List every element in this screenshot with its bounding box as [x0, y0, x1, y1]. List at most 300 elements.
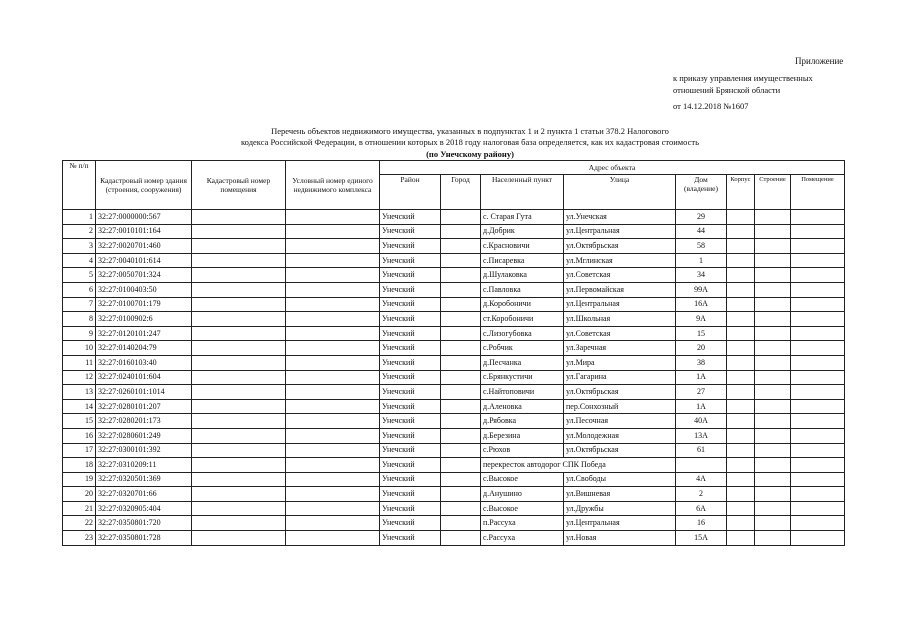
address-city	[441, 297, 481, 312]
address-house: 2	[676, 487, 727, 502]
order-date: от 14.12.2018 №1607	[673, 101, 749, 111]
building-cadastral-number: 32:27:0280101:207	[96, 399, 192, 414]
address-street: ул.Первомайская	[564, 282, 676, 297]
room-cadastral-number	[192, 268, 286, 283]
address-house: 40А	[676, 414, 727, 429]
building-cadastral-number: 32:27:0280201:173	[96, 414, 192, 429]
table-row	[63, 472, 845, 487]
room-cadastral-number	[192, 210, 286, 225]
address-structure	[755, 224, 791, 239]
address-block	[727, 531, 755, 546]
address-house: 16А	[676, 297, 727, 312]
address-district: Унечский	[380, 326, 441, 341]
table-row	[63, 282, 845, 297]
address-structure	[755, 253, 791, 268]
address-district: Унечский	[380, 268, 441, 283]
address-settlement: с.Писаревка	[481, 253, 564, 268]
address-house: 6А	[676, 501, 727, 516]
row-number: 22	[63, 516, 96, 531]
table-row	[63, 428, 845, 443]
address-structure	[755, 326, 791, 341]
row-number: 2	[63, 224, 96, 239]
address-block	[727, 253, 755, 268]
table-row	[63, 253, 845, 268]
complex-number	[286, 472, 380, 487]
table-row	[63, 341, 845, 356]
address-premises	[791, 312, 845, 327]
address-block	[727, 268, 755, 283]
address-city	[441, 239, 481, 254]
col-header-city: Город	[441, 175, 481, 210]
address-premises	[791, 326, 845, 341]
address-premises	[791, 239, 845, 254]
address-structure	[755, 297, 791, 312]
appendix-title: Приложение	[795, 56, 844, 66]
complex-number	[286, 355, 380, 370]
address-city	[441, 355, 481, 370]
address-district: Унечский	[380, 458, 441, 473]
address-street: ул.Заречная	[564, 341, 676, 356]
room-cadastral-number	[192, 239, 286, 254]
address-street: ул.Мира	[564, 355, 676, 370]
address-premises	[791, 414, 845, 429]
address-structure	[755, 355, 791, 370]
address-house: 29	[676, 210, 727, 225]
address-structure	[755, 341, 791, 356]
table-row	[63, 501, 845, 516]
address-settlement: д.Добрик	[481, 224, 564, 239]
address-street: ул.Дружбы	[564, 501, 676, 516]
address-premises	[791, 297, 845, 312]
address-house: 1	[676, 253, 727, 268]
address-city	[441, 516, 481, 531]
address-settlement: с.Брянкустичи	[481, 370, 564, 385]
room-cadastral-number	[192, 501, 286, 516]
address-structure	[755, 399, 791, 414]
address-house: 15	[676, 326, 727, 341]
complex-number	[286, 399, 380, 414]
address-street: пер.Сонхозный	[564, 399, 676, 414]
building-cadastral-number: 32:27:0160103:40	[96, 355, 192, 370]
address-street: ул.Центральная	[564, 516, 676, 531]
col-header-building-cadastral: Кадастровый номер здания (строения, сооружения)	[96, 161, 192, 210]
table-row	[63, 516, 845, 531]
room-cadastral-number	[192, 487, 286, 502]
table-row	[63, 326, 845, 341]
address-street: ул.Песочная	[564, 414, 676, 429]
building-cadastral-number: 32:27:0300101:392	[96, 443, 192, 458]
room-cadastral-number	[192, 282, 286, 297]
address-premises	[791, 224, 845, 239]
address-premises	[791, 385, 845, 400]
address-block	[727, 297, 755, 312]
address-city	[441, 253, 481, 268]
complex-number	[286, 501, 380, 516]
room-cadastral-number	[192, 253, 286, 268]
address-premises	[791, 516, 845, 531]
address-district: Унечский	[380, 472, 441, 487]
complex-number	[286, 282, 380, 297]
address-street: ул.Гагарина	[564, 370, 676, 385]
complex-number	[286, 326, 380, 341]
complex-number	[286, 210, 380, 225]
table-row	[63, 487, 845, 502]
room-cadastral-number	[192, 297, 286, 312]
table-row	[63, 531, 845, 546]
address-street: ул.Вишневая	[564, 487, 676, 502]
building-cadastral-number: 32:27:0320501:369	[96, 472, 192, 487]
complex-number	[286, 239, 380, 254]
address-structure	[755, 414, 791, 429]
address-structure	[755, 268, 791, 283]
address-premises	[791, 268, 845, 283]
row-number: 5	[63, 268, 96, 283]
address-structure	[755, 516, 791, 531]
room-cadastral-number	[192, 370, 286, 385]
address-premises	[791, 399, 845, 414]
row-number: 6	[63, 282, 96, 297]
complex-number	[286, 341, 380, 356]
table-row	[63, 443, 845, 458]
address-city	[441, 385, 481, 400]
table-row	[63, 224, 845, 239]
address-settlement: д.Анушино	[481, 487, 564, 502]
building-cadastral-number: 32:27:0260101:1014	[96, 385, 192, 400]
room-cadastral-number	[192, 531, 286, 546]
row-number: 7	[63, 297, 96, 312]
address-street: ул.Октябрьская	[564, 443, 676, 458]
address-district: Унечский	[380, 399, 441, 414]
property-registry-table	[62, 160, 845, 546]
row-number: 8	[63, 312, 96, 327]
address-house: 99А	[676, 282, 727, 297]
address-structure	[755, 428, 791, 443]
table-row	[63, 414, 845, 429]
complex-number	[286, 268, 380, 283]
address-premises	[791, 443, 845, 458]
row-number: 21	[63, 501, 96, 516]
building-cadastral-number: 32:27:0320701:66	[96, 487, 192, 502]
complex-number	[286, 487, 380, 502]
address-premises	[791, 370, 845, 385]
address-premises	[791, 531, 845, 546]
address-premises	[791, 458, 845, 473]
address-street: ул.Центральная	[564, 297, 676, 312]
document-title-district: (по Унечскому району)	[426, 149, 514, 159]
row-number: 14	[63, 399, 96, 414]
address-district: Унечский	[380, 487, 441, 502]
address-structure	[755, 385, 791, 400]
address-house: 1А	[676, 370, 727, 385]
address-block	[727, 224, 755, 239]
row-number: 17	[63, 443, 96, 458]
building-cadastral-number: 32:27:0020701:460	[96, 239, 192, 254]
complex-number	[286, 414, 380, 429]
building-cadastral-number: 32:27:0050701:324	[96, 268, 192, 283]
address-structure	[755, 487, 791, 502]
address-structure	[755, 312, 791, 327]
address-settlement: с.Найтоповичи	[481, 385, 564, 400]
address-block	[727, 312, 755, 327]
address-house: 13А	[676, 428, 727, 443]
address-district: Унечский	[380, 385, 441, 400]
address-city	[441, 414, 481, 429]
table-row	[63, 268, 845, 283]
address-street: ул.Мглинская	[564, 253, 676, 268]
room-cadastral-number	[192, 385, 286, 400]
row-number: 10	[63, 341, 96, 356]
building-cadastral-number: 32:27:0140204:79	[96, 341, 192, 356]
address-premises	[791, 253, 845, 268]
order-reference-line1: к приказу управления имущественных	[673, 73, 813, 83]
address-premises	[791, 501, 845, 516]
address-house: 44	[676, 224, 727, 239]
row-number: 1	[63, 210, 96, 225]
address-street: ул.Октябрьская	[564, 385, 676, 400]
table-row	[63, 399, 845, 414]
address-settlement: д.Шулаковка	[481, 268, 564, 283]
col-header-block: Корпус	[727, 175, 755, 210]
building-cadastral-number: 32:27:0000000:567	[96, 210, 192, 225]
complex-number	[286, 370, 380, 385]
building-cadastral-number: 32:27:0100902:6	[96, 312, 192, 327]
address-house: 61	[676, 443, 727, 458]
address-street: ул.Советская	[564, 326, 676, 341]
address-settlement: ст.Коробоничи	[481, 312, 564, 327]
address-street: ул.Унечская	[564, 210, 676, 225]
document-title-line1: Перечень объектов недвижимого имущества, указанных в подпунктах 1 и 2 пункта 1 статьи 378.2 Налогового	[271, 126, 669, 136]
col-header-settlement: Населенный пункт	[481, 175, 564, 210]
complex-number	[286, 385, 380, 400]
address-district: Унечский	[380, 516, 441, 531]
row-number: 15	[63, 414, 96, 429]
address-block	[727, 516, 755, 531]
address-settlement: с.Робчик	[481, 341, 564, 356]
complex-number	[286, 224, 380, 239]
table-row	[63, 355, 845, 370]
address-structure	[755, 501, 791, 516]
address-settlement: с.Высокое	[481, 501, 564, 516]
address-city	[441, 399, 481, 414]
address-city	[441, 210, 481, 225]
address-block	[727, 458, 755, 473]
address-city	[441, 443, 481, 458]
address-structure	[755, 443, 791, 458]
room-cadastral-number	[192, 428, 286, 443]
address-settlement: п.Рассуха	[481, 516, 564, 531]
room-cadastral-number	[192, 414, 286, 429]
table-row	[63, 210, 845, 225]
address-block	[727, 355, 755, 370]
col-header-structure: Строение	[755, 175, 791, 210]
building-cadastral-number: 32:27:0320905:404	[96, 501, 192, 516]
table-row	[63, 239, 845, 254]
address-house: 4А	[676, 472, 727, 487]
address-block	[727, 341, 755, 356]
address-structure	[755, 472, 791, 487]
address-house: 16	[676, 516, 727, 531]
registry-body	[63, 210, 845, 546]
complex-number	[286, 443, 380, 458]
room-cadastral-number	[192, 516, 286, 531]
building-cadastral-number: 32:27:0240101:604	[96, 370, 192, 385]
address-structure	[755, 239, 791, 254]
room-cadastral-number	[192, 399, 286, 414]
complex-number	[286, 428, 380, 443]
address-district: Унечский	[380, 370, 441, 385]
address-block	[727, 414, 755, 429]
address-city	[441, 341, 481, 356]
col-header-address: Адрес объекта	[380, 161, 845, 175]
address-street: ул.Центральная	[564, 224, 676, 239]
address-settlement: д.Коробоничи	[481, 297, 564, 312]
address-street: ул.Школьная	[564, 312, 676, 327]
col-header-house: Дом (владение)	[676, 175, 727, 210]
address-city	[441, 282, 481, 297]
table-row	[63, 312, 845, 327]
building-cadastral-number: 32:27:0100701:179	[96, 297, 192, 312]
address-premises	[791, 210, 845, 225]
address-district: Унечский	[380, 253, 441, 268]
address-premises	[791, 282, 845, 297]
address-block	[727, 326, 755, 341]
address-settlement: с.Рюхов	[481, 443, 564, 458]
address-settlement: с.Высокое	[481, 472, 564, 487]
address-street: ул.Октябрьская	[564, 239, 676, 254]
room-cadastral-number	[192, 472, 286, 487]
table-row	[63, 385, 845, 400]
document-title-line2: кодекса Российской Федерации, в отношении которых в 2018 году налоговая база определяется, как их кадастровая стоимость	[240, 137, 699, 147]
address-settlement: д.Рябовка	[481, 414, 564, 429]
room-cadastral-number	[192, 458, 286, 473]
address-city	[441, 472, 481, 487]
building-cadastral-number: 32:27:0120101:247	[96, 326, 192, 341]
address-city	[441, 428, 481, 443]
address-block	[727, 385, 755, 400]
room-cadastral-number	[192, 326, 286, 341]
building-cadastral-number: 32:27:0040101:614	[96, 253, 192, 268]
address-settlement: с.Павловка	[481, 282, 564, 297]
room-cadastral-number	[192, 355, 286, 370]
address-block	[727, 428, 755, 443]
col-header-street: Улица	[564, 175, 676, 210]
table-row	[63, 297, 845, 312]
address-house: 20	[676, 341, 727, 356]
complex-number	[286, 516, 380, 531]
address-block	[727, 370, 755, 385]
row-number: 12	[63, 370, 96, 385]
address-city	[441, 531, 481, 546]
order-reference-line2: отношений Брянской области	[673, 85, 781, 95]
complex-number	[286, 312, 380, 327]
address-settlement: д.Аленовка	[481, 399, 564, 414]
address-city	[441, 312, 481, 327]
address-city	[441, 370, 481, 385]
complex-number	[286, 531, 380, 546]
address-house: 27	[676, 385, 727, 400]
address-house: 15А	[676, 531, 727, 546]
row-number: 4	[63, 253, 96, 268]
row-number: 23	[63, 531, 96, 546]
address-city	[441, 326, 481, 341]
address-settlement: с.Красновичи	[481, 239, 564, 254]
address-block	[727, 399, 755, 414]
address-block	[727, 239, 755, 254]
address-district: Унечский	[380, 501, 441, 516]
address-house: 38	[676, 355, 727, 370]
address-district: Унечский	[380, 239, 441, 254]
address-street: ул.Молодежная	[564, 428, 676, 443]
address-district: Унечский	[380, 341, 441, 356]
table-row	[63, 370, 845, 385]
col-header-premises: Помещение	[791, 175, 845, 210]
address-structure	[755, 282, 791, 297]
room-cadastral-number	[192, 312, 286, 327]
row-number: 13	[63, 385, 96, 400]
row-number: 11	[63, 355, 96, 370]
address-district: Унечский	[380, 210, 441, 225]
address-premises	[791, 472, 845, 487]
col-header-num: № п/п	[63, 161, 96, 210]
address-city	[441, 501, 481, 516]
address-house: 9А	[676, 312, 727, 327]
address-block	[727, 487, 755, 502]
address-district: Унечский	[380, 428, 441, 443]
address-premises	[791, 487, 845, 502]
address-city	[441, 458, 481, 473]
address-block	[727, 472, 755, 487]
address-structure	[755, 531, 791, 546]
row-number: 18	[63, 458, 96, 473]
building-cadastral-number: 32:27:0010101:164	[96, 224, 192, 239]
address-district: Унечский	[380, 282, 441, 297]
address-street: ул.Свободы	[564, 472, 676, 487]
address-city	[441, 487, 481, 502]
row-number: 19	[63, 472, 96, 487]
address-district: Унечский	[380, 312, 441, 327]
col-header-complex-number: Условный номер единого недвижимого комплекса	[286, 161, 380, 210]
building-cadastral-number: 32:27:0310209:11	[96, 458, 192, 473]
address-district: Унечский	[380, 224, 441, 239]
room-cadastral-number	[192, 443, 286, 458]
complex-number	[286, 458, 380, 473]
room-cadastral-number	[192, 224, 286, 239]
address-district: Унечский	[380, 531, 441, 546]
address-district: Унечский	[380, 355, 441, 370]
address-structure	[755, 458, 791, 473]
address-city	[441, 268, 481, 283]
address-premises	[791, 428, 845, 443]
address-premises	[791, 355, 845, 370]
col-header-room-cadastral: Кадастровый номер помещения	[192, 161, 286, 210]
address-house: 34	[676, 268, 727, 283]
address-block	[727, 501, 755, 516]
address-settlement-street: перекресток автодорог СПК Победа	[481, 458, 676, 473]
address-block	[727, 210, 755, 225]
address-block	[727, 443, 755, 458]
address-structure	[755, 210, 791, 225]
row-number: 20	[63, 487, 96, 502]
address-block	[727, 282, 755, 297]
address-district: Унечский	[380, 297, 441, 312]
address-settlement: с.Рассуха	[481, 531, 564, 546]
table-row	[63, 458, 845, 473]
address-premises	[791, 341, 845, 356]
address-street: ул.Новая	[564, 531, 676, 546]
address-settlement: д.Березина	[481, 428, 564, 443]
row-number: 16	[63, 428, 96, 443]
building-cadastral-number: 32:27:0350801:728	[96, 531, 192, 546]
